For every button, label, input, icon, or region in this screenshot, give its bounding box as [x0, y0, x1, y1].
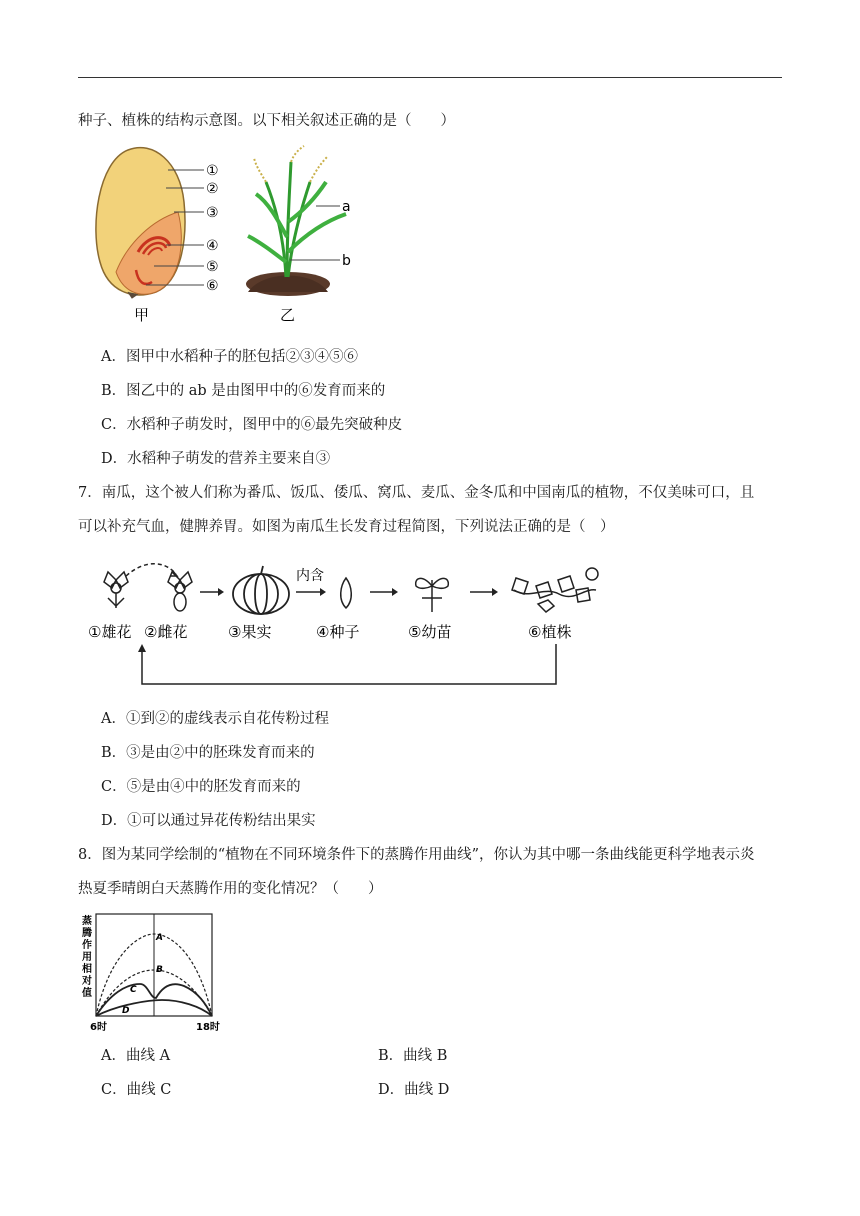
- x-start-label: 6时: [90, 1022, 107, 1033]
- seed-icon: [341, 578, 352, 608]
- x-end-label: 18时: [196, 1022, 220, 1033]
- curve-label-b: B: [156, 965, 163, 975]
- seed-label-3: ③: [206, 205, 219, 221]
- curve-label-d: D: [122, 1006, 130, 1016]
- svg-text:蒸: 蒸: [82, 916, 92, 927]
- q7-option-a: A．①到②的虚线表示自花传粉过程: [101, 711, 329, 727]
- female-flower-icon: [168, 572, 192, 611]
- plant-label-a: a: [342, 199, 351, 215]
- chart-ylabel: [81, 914, 92, 999]
- male-flower-icon: [104, 572, 128, 608]
- stage-label-4: ④种子: [316, 623, 360, 641]
- rice-plant: [246, 146, 346, 296]
- pumpkin-icon: [233, 566, 289, 614]
- arrow-label: 内含: [296, 568, 324, 584]
- q8-stem-line1: 8．图为某同学绘制的“植物在不同环境条件下的蒸腾作用曲线”，你认为其中哪一条曲线能更科学地表示炎: [78, 847, 755, 863]
- q7-stem-line2: 可以补充气血，健脾养胃。如图为南瓜生长发育过程简图，下列说法正确的是（ ）: [78, 519, 615, 535]
- seed-label-5: ⑤: [206, 259, 219, 275]
- curve-label-a: A: [156, 933, 163, 943]
- stage-label-3: ③果实: [228, 623, 272, 641]
- q8-option-b: B．曲线 B: [378, 1048, 448, 1064]
- svg-text:相: 相: [82, 964, 92, 975]
- stage-label-5: ⑤幼苗: [408, 623, 452, 641]
- svg-text:值: 值: [82, 988, 92, 999]
- q6-option-b: B．图乙中的 ab 是由图甲中的⑥发育而来的: [101, 383, 386, 399]
- seed-label-1: ①: [206, 163, 219, 179]
- plant-label-b: b: [342, 253, 351, 269]
- q6-option-a: A．图甲中水稻种子的胚包括②③④⑤⑥: [101, 349, 358, 365]
- q8-option-d: D．曲线 D: [378, 1082, 450, 1098]
- seed-label-4: ④: [206, 238, 219, 254]
- q8-chart: [80, 912, 220, 1034]
- q6-figure: [88, 142, 368, 327]
- seed-label-6: ⑥: [206, 278, 219, 294]
- q8-option-c: C．曲线 C: [101, 1082, 172, 1098]
- q7-figure: [84, 560, 614, 690]
- q7-stem-line1: 7．南瓜，这个被人们称为番瓜、饭瓜、倭瓜、窝瓜、麦瓜、金冬瓜和中国南瓜的植物，不仅美味可口，且: [78, 485, 755, 501]
- svg-text:腾: 腾: [82, 928, 92, 939]
- stage-label-6: ⑥植株: [528, 623, 572, 641]
- seedling-icon: [416, 578, 449, 612]
- q7-option-d: D．①可以通过异花传粉结出果实: [101, 813, 316, 829]
- caption-left: 甲: [134, 306, 150, 324]
- stage-label-2: ②雌花: [144, 623, 188, 641]
- q8-stem-line2: 热夏季晴朗白天蒸腾作用的变化情况？（ ）: [78, 881, 383, 897]
- header-rule: [78, 77, 782, 78]
- stage-label-1: ①雄花: [88, 623, 132, 641]
- q6-stem: 种子、植株的结构示意图。以下相关叙述正确的是（ ）: [78, 113, 455, 129]
- pumpkin-plant-icon: [512, 568, 598, 612]
- q7-option-c: C．⑤是由④中的胚发育而来的: [101, 779, 301, 795]
- seed-label-2: ②: [206, 181, 219, 197]
- q6-option-d: D．水稻种子萌发的营养主要来自③: [101, 451, 331, 467]
- q8-option-a: A．曲线 A: [101, 1048, 171, 1064]
- svg-text:作: 作: [82, 940, 92, 951]
- caption-right: 乙: [280, 306, 296, 324]
- svg-text:对: 对: [82, 976, 92, 987]
- svg-text:用: 用: [82, 952, 92, 963]
- curve-label-c: C: [130, 985, 137, 995]
- q7-option-b: B．③是由②中的胚珠发育而来的: [101, 745, 315, 761]
- q6-option-c: C．水稻种子萌发时，图甲中的⑥最先突破种皮: [101, 417, 403, 433]
